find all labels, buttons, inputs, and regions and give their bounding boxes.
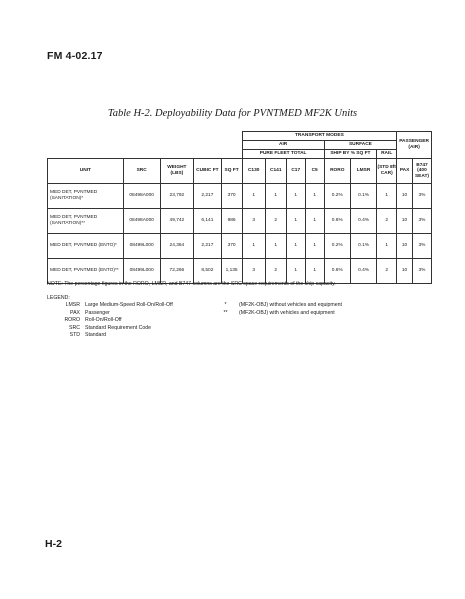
legend-item [47, 317, 173, 325]
passenger-header [397, 132, 432, 159]
legend-item [47, 302, 173, 310]
legend-value: (MF2K-OBJ) with vehicles and equipment [239, 309, 335, 316]
table-row [48, 209, 432, 234]
cell-sq: 370 [221, 234, 242, 259]
col-c130: C130 [242, 159, 265, 184]
cell-rail: 2 [377, 259, 397, 284]
cell-roro: 0.6% [324, 259, 350, 284]
legend-item [218, 302, 342, 310]
table-row [48, 184, 432, 209]
cell-src: 08499L000 [123, 259, 160, 284]
cell-src: 08498A000 [123, 184, 160, 209]
cell-pax: 10 [397, 184, 413, 209]
cell-roro: 0.2% [324, 184, 350, 209]
cell-unit: MED DET, PVNTMED (SANITATION)** [48, 209, 124, 234]
legend-key: RORO [64, 317, 80, 323]
cell-c130: 3 [242, 259, 265, 284]
cell-rail: 1 [377, 234, 397, 259]
cell-c130: 1 [242, 184, 265, 209]
legend-value: Roll-On/Roll-Off [85, 317, 122, 323]
legend-key: PAX [70, 309, 80, 316]
cell-c141: 1 [265, 184, 286, 209]
cell-b747: 3% [412, 259, 431, 284]
legend-title: LEGEND: [47, 295, 70, 301]
cell-c17: 1 [286, 209, 305, 234]
page-header: FM 4-02.17 [47, 50, 103, 62]
cell-cubic: 2,217 [194, 234, 221, 259]
cell-sq: 986 [221, 209, 242, 234]
cell-c130: 3 [242, 209, 265, 234]
cell-lmsr: 0.4% [350, 209, 376, 234]
legend-value: Passenger [85, 309, 110, 316]
cell-weight: 23,792 [160, 184, 194, 209]
cell-cubic: 8,502 [194, 259, 221, 284]
legend-value: Standard [85, 332, 107, 338]
pure-fleet-total-header: PURE FLEET TOTAL [242, 150, 324, 159]
legend-value: (MF2K-OBJ) without vehicles and equipment [239, 302, 342, 308]
legend-asterisks [218, 302, 342, 317]
cell-sq: 1,135 [221, 259, 242, 284]
col-c141: C141 [265, 159, 286, 184]
passenger-label: PASSENGER [399, 139, 429, 145]
col-rail-std: (STD 8ft CAR) [377, 159, 397, 184]
legend-abbreviations [47, 302, 173, 340]
cell-c141: 2 [265, 209, 286, 234]
cell-pax: 10 [397, 234, 413, 259]
col-weight: WEIGHT (LBS) [160, 159, 194, 184]
cell-c130: 1 [242, 234, 265, 259]
cell-roro: 0.2% [324, 234, 350, 259]
col-src: SRC [123, 159, 160, 184]
col-lmsr: LMSR [350, 159, 376, 184]
table-row [48, 259, 432, 284]
legend-item [218, 310, 342, 318]
cell-b747: 3% [412, 234, 431, 259]
transport-modes-header: TRANSPORT MODES [242, 132, 397, 141]
cell-c5: 1 [305, 259, 324, 284]
cell-c17: 1 [286, 259, 305, 284]
cell-c141: 1 [265, 234, 286, 259]
cell-src: 08498A000 [123, 209, 160, 234]
cell-b747: 3% [412, 184, 431, 209]
cell-src: 08499L000 [123, 234, 160, 259]
legend-item [47, 332, 173, 340]
col-sq: SQ FT [221, 159, 242, 184]
cell-lmsr: 0.4% [350, 259, 376, 284]
cell-b747: 3% [412, 209, 431, 234]
cell-sq: 370 [221, 184, 242, 209]
table-row [48, 234, 432, 259]
cell-weight: 24,364 [160, 234, 194, 259]
cell-c5: 1 [305, 234, 324, 259]
col-c5: C5 [305, 159, 324, 184]
passenger-sub-label: (AIR) [408, 145, 420, 150]
cell-roro: 0.6% [324, 209, 350, 234]
page-number: H-2 [45, 538, 62, 550]
table-caption: Table H-2. Deployability Data for PVNTMED MF2K Units [107, 108, 358, 119]
cell-c5: 1 [305, 209, 324, 234]
air-header: AIR [242, 141, 324, 150]
legend-key: LMSR [65, 302, 80, 308]
col-b747: B747 (400 SEAT) [412, 159, 431, 184]
table-note: NOTE: The percentage figures in the RORO, LMSR, and B747 columns are the SRC space requirements of the ship capacity. [47, 281, 336, 287]
cell-lmsr: 0.1% [350, 184, 376, 209]
cell-c17: 1 [286, 184, 305, 209]
cell-weight: 49,742 [160, 209, 194, 234]
col-cubic: CUBIC FT [194, 159, 221, 184]
legend-value: Standard Requirement Code [85, 324, 152, 331]
col-c17: C17 [286, 159, 305, 184]
col-roro: RORO [324, 159, 350, 184]
surface-header: SURFACE [324, 141, 397, 150]
cell-c17: 1 [286, 234, 305, 259]
header-blank [48, 132, 243, 159]
rail-header: RAIL [377, 150, 397, 159]
cell-unit: MED DET, PVNTMED (ENTO)** [48, 259, 124, 284]
col-unit: UNIT [48, 159, 124, 184]
legend-key: ** [223, 309, 228, 316]
legend-key: SRC [69, 324, 80, 331]
cell-rail: 2 [377, 209, 397, 234]
ship-by-sq-ft-header: SHIP BY % SQ FT [324, 150, 377, 159]
cell-c141: 2 [265, 259, 286, 284]
legend-item [47, 310, 173, 318]
cell-cubic: 2,217 [194, 184, 221, 209]
cell-pax: 10 [397, 259, 413, 284]
legend-item [47, 325, 173, 333]
legend-value: Large Medium-Speed Roll-On/Roll-Off [85, 302, 173, 308]
col-pax: PAX [397, 159, 413, 184]
cell-c5: 1 [305, 184, 324, 209]
cell-lmsr: 0.1% [350, 234, 376, 259]
cell-weight: 72,266 [160, 259, 194, 284]
cell-cubic: 6,141 [194, 209, 221, 234]
legend-key: STD [69, 332, 80, 338]
cell-pax: 10 [397, 209, 413, 234]
cell-unit: MED DET, PVNTMED (ENTO)* [48, 234, 124, 259]
deployability-table [47, 131, 432, 284]
legend-key: * [224, 302, 227, 308]
cell-rail: 1 [377, 184, 397, 209]
cell-unit: MED DET, PVNTMED (SANITATION)* [48, 184, 124, 209]
